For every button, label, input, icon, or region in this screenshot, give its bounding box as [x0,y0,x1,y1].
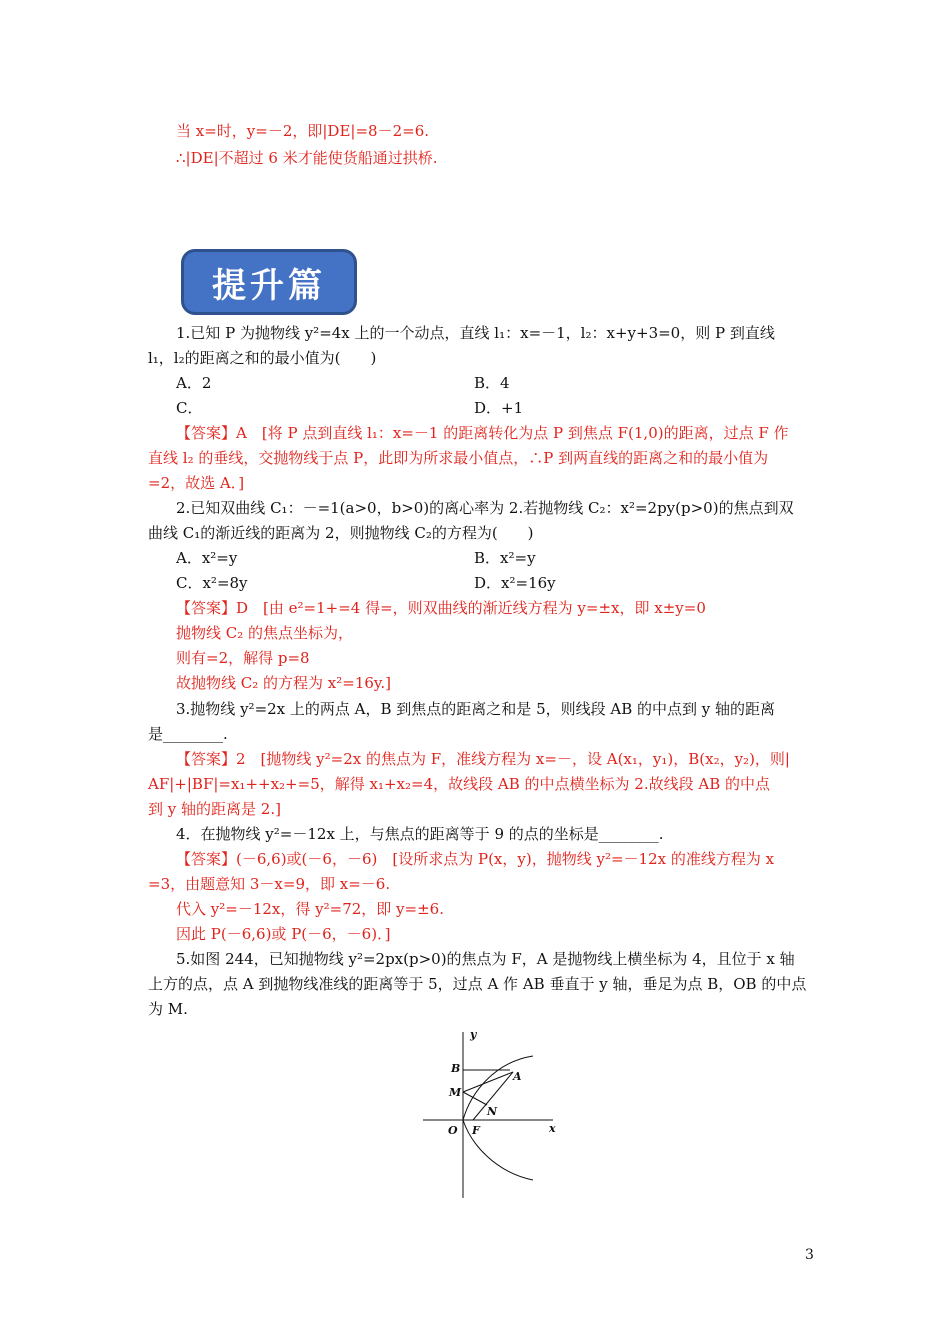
section-badge-label: 提升篇 [212,265,326,306]
segment-ma [463,1072,513,1092]
q2-answer-line-4: 故抛物线 C₂ 的方程为 x²=16y.] [176,674,392,692]
q3-answer-line-3: 到 y 轴的距离是 2.] [148,800,281,818]
label-n: N [487,1105,498,1118]
parabola-figure [415,1022,575,1208]
q1-answer-line-1: 【答案】A [将 P 点到直线 l₁：x=－1 的距离转化为点 P 到焦点 F(1,0)的距离，过点 F 作 [176,424,789,442]
q2-option-d: D．x²=16y [474,574,556,592]
q1-answer-line-3: =2，故选 A．] [148,474,245,492]
q2-answer-line-1: 【答案】D [由 e²=1+=4 得=，则双曲线的渐近线方程为 y=±x，即 x±y=0 [176,599,706,617]
q2-option-c: C．x²=8y [176,574,248,592]
label-f: F [472,1124,480,1137]
q1-option-b: B．4 [474,374,510,392]
parabola-curve [463,1056,533,1180]
q4-answer-line-1: 【答案】(－6,6)或(－6，－6) [设所求点为 P(x，y)，抛物线 y²=－12x 的准线方程为 x [176,850,775,868]
q1-stem-line-1: 1.已知 P 为抛物线 y²=4x 上的一个动点，直线 l₁：x=－1，l₂：x+y+3=0，则 P 到直线 [176,324,775,342]
label-b: B [451,1062,461,1075]
label-m: M [449,1086,462,1099]
q3-answer-line-1: 【答案】2 [抛物线 y²=2x 的焦点为 F，准线方程为 x=－，设 A(x₁，y₁)，B(x₂，y₂)，则| [176,750,790,768]
q2-option-a: A．x²=y [176,549,238,567]
q5-stem-line-1: 5.如图 244，已知抛物线 y²=2px(p>0)的焦点为 F，A 是抛物线上横坐标为 4，且位于 x 轴 [176,950,795,968]
q1-answer-line-2: 直线 l₂ 的垂线，交抛物线于点 P，此即为所求最小值点，∴P 到两直线的距离之和的最小值为 [148,449,769,467]
label-o: O [448,1124,458,1137]
q1-option-c: C． [176,399,203,417]
q2-answer-line-3: 则有=2，解得 p=8 [176,649,310,667]
q2-answer-line-2: 抛物线 C₂ 的焦点坐标为， [176,624,354,642]
label-a: A [513,1070,522,1083]
q2-stem-line-1: 2.已知双曲线 C₁：－=1(a>0，b>0)的离心率为 2.若抛物线 C₂：x²=2py(p>0)的焦点到双 [176,499,794,517]
q5-stem-line-2: 上方的点，点 A 到抛物线准线的距离等于 5，过点 A 作 AB 垂直于 y 轴，垂足为点 B，OB 的中点 [148,975,807,993]
label-y: y [470,1028,477,1041]
label-x: x [549,1122,556,1135]
q4-answer-line-4: 因此 P(－6,6)或 P(－6，－6)．] [176,925,391,943]
q3-stem-line-1: 3.抛物线 y²=2x 上的两点 A，B 到焦点的距离之和是 5，则线段 AB 的中点到 y 轴的距离 [176,700,776,718]
q4-answer-line-3: 代入 y²=－12x，得 y²=72，即 y=±6. [176,900,444,918]
q5-stem-line-3: 为 M. [148,1000,188,1018]
q1-option-d: D．+1 [474,399,524,417]
q1-stem-line-2: l₁，l₂的距离之和的最小值为( ) [148,349,377,367]
q2-option-b: B．x²=y [474,549,536,567]
top-answer-line-2: ∴|DE|不超过 6 米才能使货船通过拱桥. [176,149,438,167]
top-answer-line-1: 当 x=时，y=－2，即|DE|=8－2=6. [176,122,430,140]
q1-option-a: A．2 [176,374,212,392]
q4-answer-line-2: =3，由题意知 3－x=9，即 x=－6. [148,875,391,893]
q3-answer-line-2: AF|+|BF|=x₁++x₂+=5，解得 x₁+x₂=4，故线段 AB 的中点横坐标为 2.故线段 AB 的中点 [148,775,770,793]
q3-stem-line-2: 是________. [148,725,228,743]
section-badge [181,249,357,315]
q2-stem-line-2: 曲线 C₁的渐近线的距离为 2，则抛物线 C₂的方程为( ) [148,524,534,542]
page-number: 3 [805,1247,814,1263]
q4-stem-line-1: 4．在抛物线 y²=－12x 上，与焦点的距离等于 9 的点的坐标是________. [176,825,664,843]
